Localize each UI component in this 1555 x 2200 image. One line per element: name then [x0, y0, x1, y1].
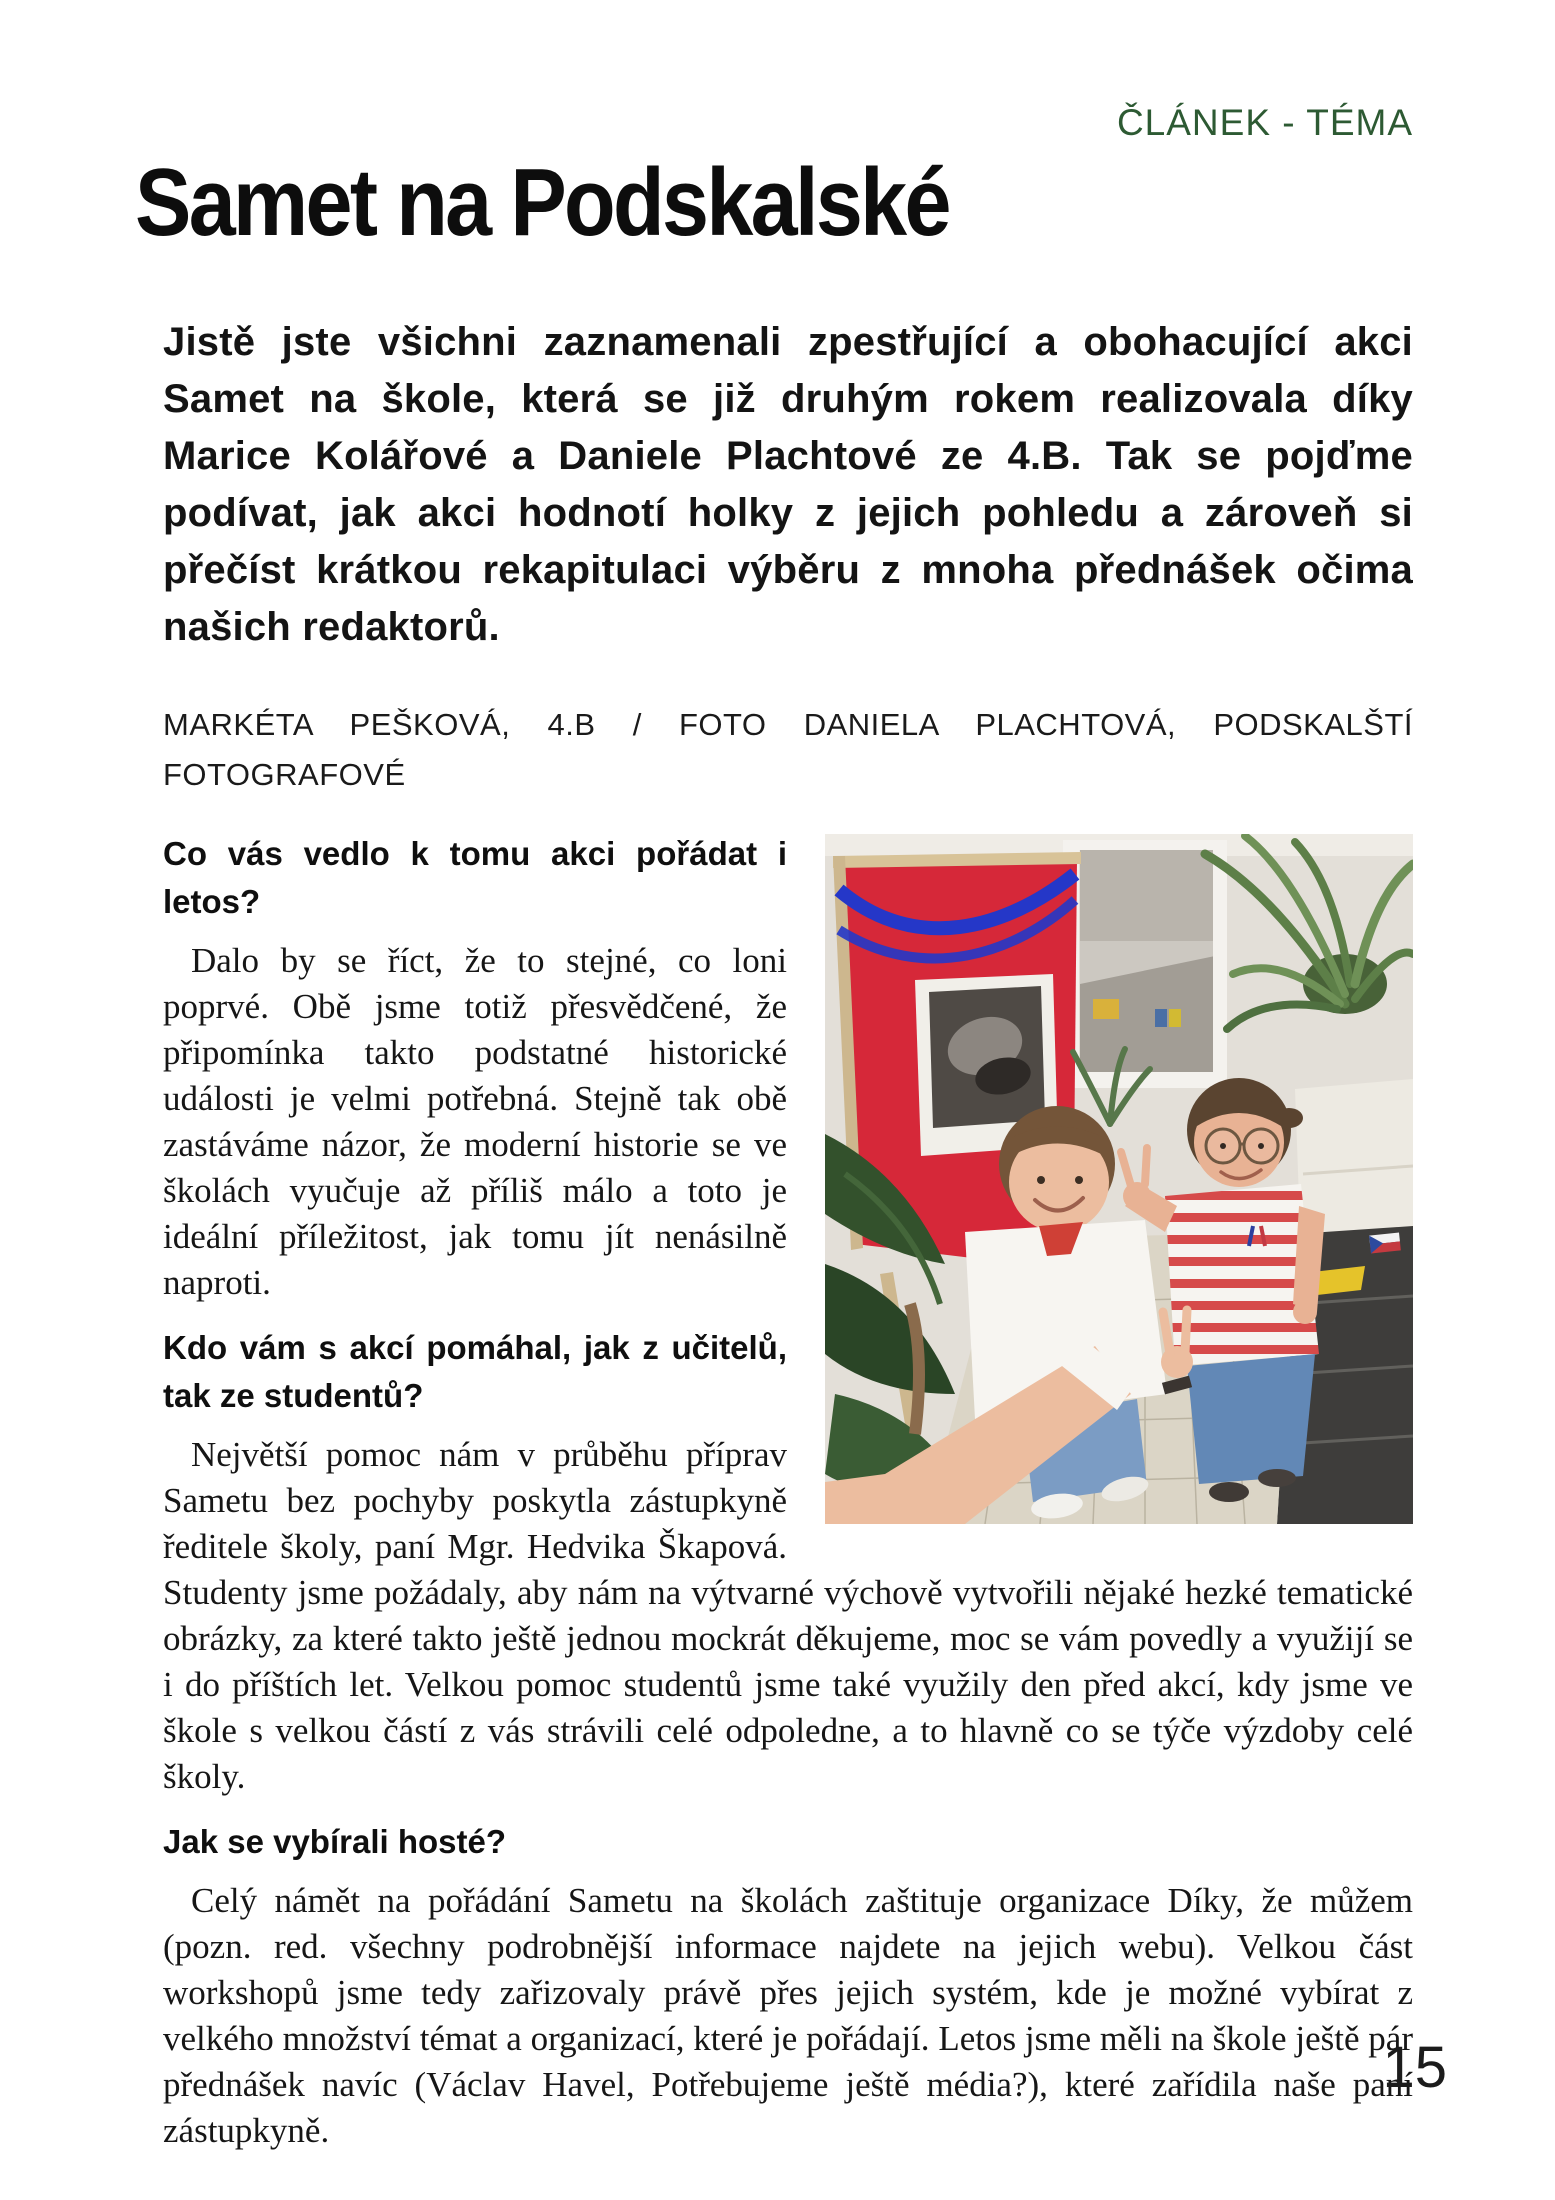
- answer-paragraph: Celý námět na pořádání Sametu na školách zaštituje organizace Díky, že můžem (pozn. red. všechny podrobnější informace najdete na jejich webu). Velkou část workshopů jsme tedy zařizovaly právě přes jejich systém, kde je možné vybírat z velkého množství témat a organizací, které je pořádají. Letos jsme měli na škole ještě pár přednášek navíc (Václav Havel, Potřebujeme ještě média?), které zařídila naše paní zástupkyně.: [163, 1881, 1413, 2150]
- window: [1063, 840, 1227, 1088]
- section-label: ČLÁNEK - TÉMA: [1116, 102, 1413, 143]
- answer-paragraph: Dalo by se říct, že to stejné, co loni poprvé. Obě jsme totiž přesvědčené, že připomínka takto podstatné historické události je velmi potřebná. Stejně tak obě zastáváme názor, že moderní historie se ve školách vyučuje až příliš málo a toto je ideální příležitost, jak tomu jít nenásilně naproti.: [163, 941, 787, 1302]
- question-heading: Kdo vám s akcí pomáhal, jak z učitelů, tak ze studentů?: [163, 1329, 787, 1414]
- czech-flag: [1369, 1232, 1401, 1253]
- question-heading: Jak se vybírali hosté?: [163, 1823, 507, 1860]
- jeans: [1187, 1354, 1315, 1484]
- page-number: 15: [1382, 2035, 1447, 2100]
- byline: MARKÉTA PEŠKOVÁ, 4.B / FOTO DANIELA PLACHTOVÁ, PODSKALŠTÍ FOTOGRAFOVÉ: [163, 707, 1413, 792]
- article-body: [163, 830, 1413, 2154]
- photo-selfie-scene: [825, 834, 1413, 1524]
- question-heading: Co vás vedlo k tomu akci pořádat i letos?: [163, 835, 787, 920]
- article-photo: [825, 834, 1413, 1524]
- intro-paragraph: Jistě jste všichni zaznamenali zpestřující a obohacující akci Samet na škole, která se již druhým rokem realizovala díky Marice Kolářové a Daniele Plachtové ze 4.B. Tak se pojďme podívat, jak akci hodnotí holky z jejich pohledu a zároveň si přečíst krátkou rekapitulaci výběru z mnoha přednášek očima našich redaktorů.: [163, 320, 1413, 649]
- page-title: Samet na Podskalské: [135, 149, 949, 256]
- answer-paragraph: Největší pomoc nám v průběhu příprav Sametu bez pochyby poskytla zástupkyně ředitele školy, paní Mgr. Hedvika Škapová. Studenty jsme požádaly, aby nám na výtvarné výchově vytvořili nějaké hezké tematické obrázky, za které takto ještě jednou mockrát děkujeme, moc se vám povedly a využijí se i do příštích let. Velkou pomoc studentů jsme také využily den před akcí, kdy jsme ve škole s velkou částí z vás strávili celé odpoledne, a to hlavně co se týče výzdoby celé školy.: [163, 1435, 1413, 1796]
